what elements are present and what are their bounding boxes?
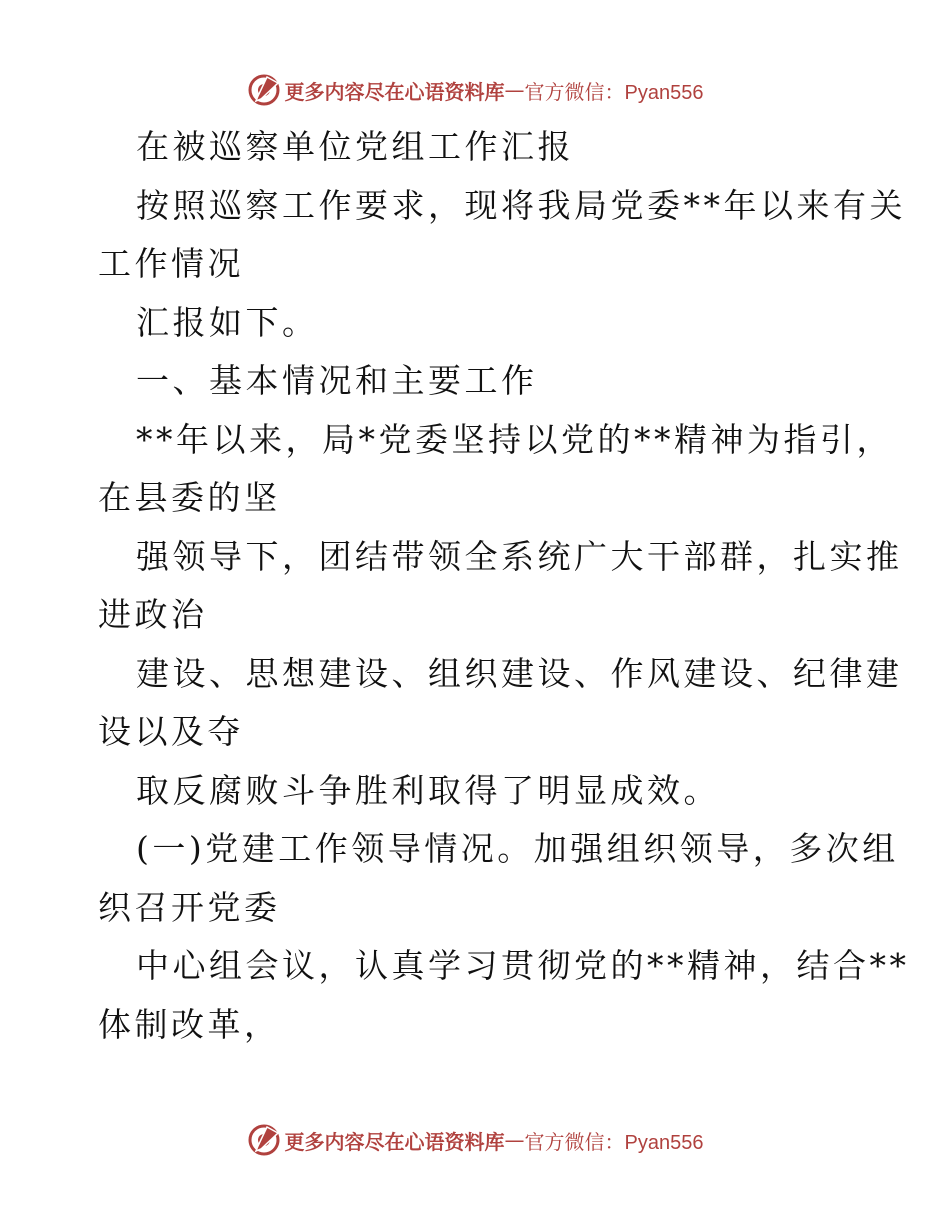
- watermark-contact-id: Pyan556: [624, 81, 704, 104]
- pen-circle-logo-icon: [247, 73, 281, 107]
- watermark-main-text: 更多内容尽在心语资料库: [284, 1129, 505, 1154]
- watermark-contact: [525, 76, 704, 105]
- watermark-contact-label: 官方微信：: [524, 1129, 625, 1154]
- document-line: 一、基本情况和主要工作: [136, 361, 538, 400]
- document-line: 工作情况: [98, 244, 244, 283]
- document-line: 按照巡察工作要求，现将我局党委**年以来有关: [136, 185, 906, 225]
- watermark-main-text: 更多内容尽在心语资料库: [284, 79, 505, 104]
- pen-circle-logo-icon: [247, 1123, 281, 1157]
- watermark-dash: —: [504, 1128, 525, 1152]
- document-line: 设以及夺: [98, 712, 244, 751]
- footer-watermark: [0, 1120, 950, 1160]
- document-line: **年以来，局*党委坚持以党的**精神为指引，: [136, 419, 893, 459]
- document-line: 在被巡察单位党组工作汇报: [136, 127, 574, 166]
- header-watermark: [0, 70, 950, 110]
- document-line: 建设、思想建设、组织建设、作风建设、纪律建: [136, 653, 903, 693]
- document-line: 在县委的坚: [98, 478, 281, 517]
- document-line: 体制改革，: [98, 1004, 281, 1044]
- document-line: 进政治: [98, 595, 208, 634]
- document-line: 汇报如下。: [136, 302, 319, 342]
- watermark-contact: [525, 1126, 704, 1155]
- watermark-dash: —: [504, 78, 525, 102]
- document-body: [98, 118, 910, 1054]
- watermark-contact-label: 官方微信：: [524, 79, 625, 104]
- watermark-contact-id: Pyan556: [624, 1131, 704, 1154]
- document-line: 中心组会议，认真学习贯彻党的**精神，结合**: [136, 946, 910, 985]
- document-line: 强领导下，团结带领全系统广大干部群，扎实推: [136, 536, 903, 576]
- document-line: 织召开党委: [98, 887, 281, 927]
- document-line: (一)党建工作领导情况。加强组织领导，多次组: [136, 829, 899, 868]
- document-line: 取反腐败斗争胜利取得了明显成效。: [136, 770, 720, 810]
